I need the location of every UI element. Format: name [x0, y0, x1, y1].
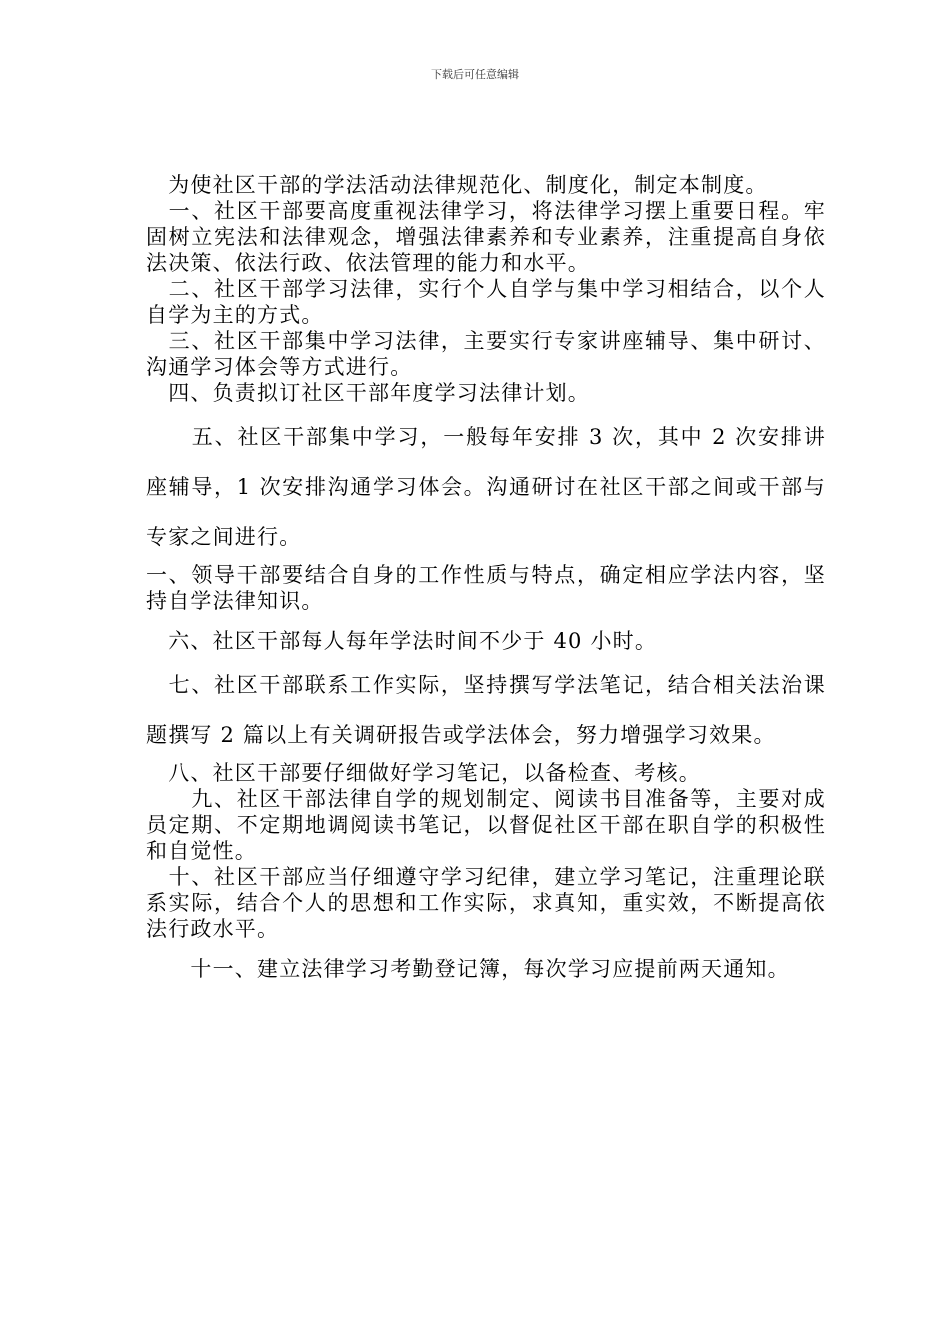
intro-paragraph: 为使社区干部的学法活动法律规范化、制度化，制定本制度。: [146, 173, 768, 197]
clause-11: 十一、建立法律学习考勤登记簿，每次学习应提前两天通知。: [146, 957, 790, 981]
clause-7: 七、社区干部联系工作实际，坚持撰写学法笔记，结合相关法治课题撰写 2 篇以上有关调研报告或学法体会，努力增强学习效果。: [146, 673, 826, 747]
clause-8: 八、社区干部要仔细做好学习笔记，以备检查、考核。: [146, 761, 701, 785]
document-body: [146, 172, 826, 982]
clause-5: 五、社区干部集中学习，一般每年安排 3 次，其中 2 次安排讲座辅导，1 次安排沟通学习体会。沟通研讨在社区干部之间或干部与专家之间进行。: [146, 425, 826, 549]
clause-10: 十、社区干部应当仔细遵守学习纪律，建立学习笔记，注重理论联系实际，结合个人的思想和工作实际，求真知，重实效，不断提高依法行政水平。: [146, 865, 826, 941]
clause-4: 四、负责拟订社区干部年度学习法律计划。: [146, 381, 590, 405]
clause-9: 九、社区干部法律自学的规划制定、阅读书目准备等，主要对成员定期、不定期地调阅读书笔记，以督促社区干部在职自学的积极性和自觉性。: [146, 787, 826, 863]
page-header: 下载后可任意编辑: [431, 68, 519, 81]
clause-2: 二、社区干部学习法律，实行个人自学与集中学习相结合，以个人自学为主的方式。: [146, 277, 826, 327]
clause-6: 六、社区干部每人每年学法时间不少于 40 小时。: [146, 629, 658, 653]
sub-clause-leaders: 一、领导干部要结合自身的工作性质与特点，确定相应学法内容，坚持自学法律知识。: [146, 563, 826, 613]
clause-1: 一、社区干部要高度重视法律学习，将法律学习摆上重要日程。牢固树立宪法和法律观念，增强法律素养和专业素养，注重提高自身依法决策、依法行政、依法管理的能力和水平。: [146, 199, 826, 275]
clause-3: 三、社区干部集中学习法律，主要实行专家讲座辅导、集中研讨、沟通学习体会等方式进行。: [146, 329, 826, 379]
